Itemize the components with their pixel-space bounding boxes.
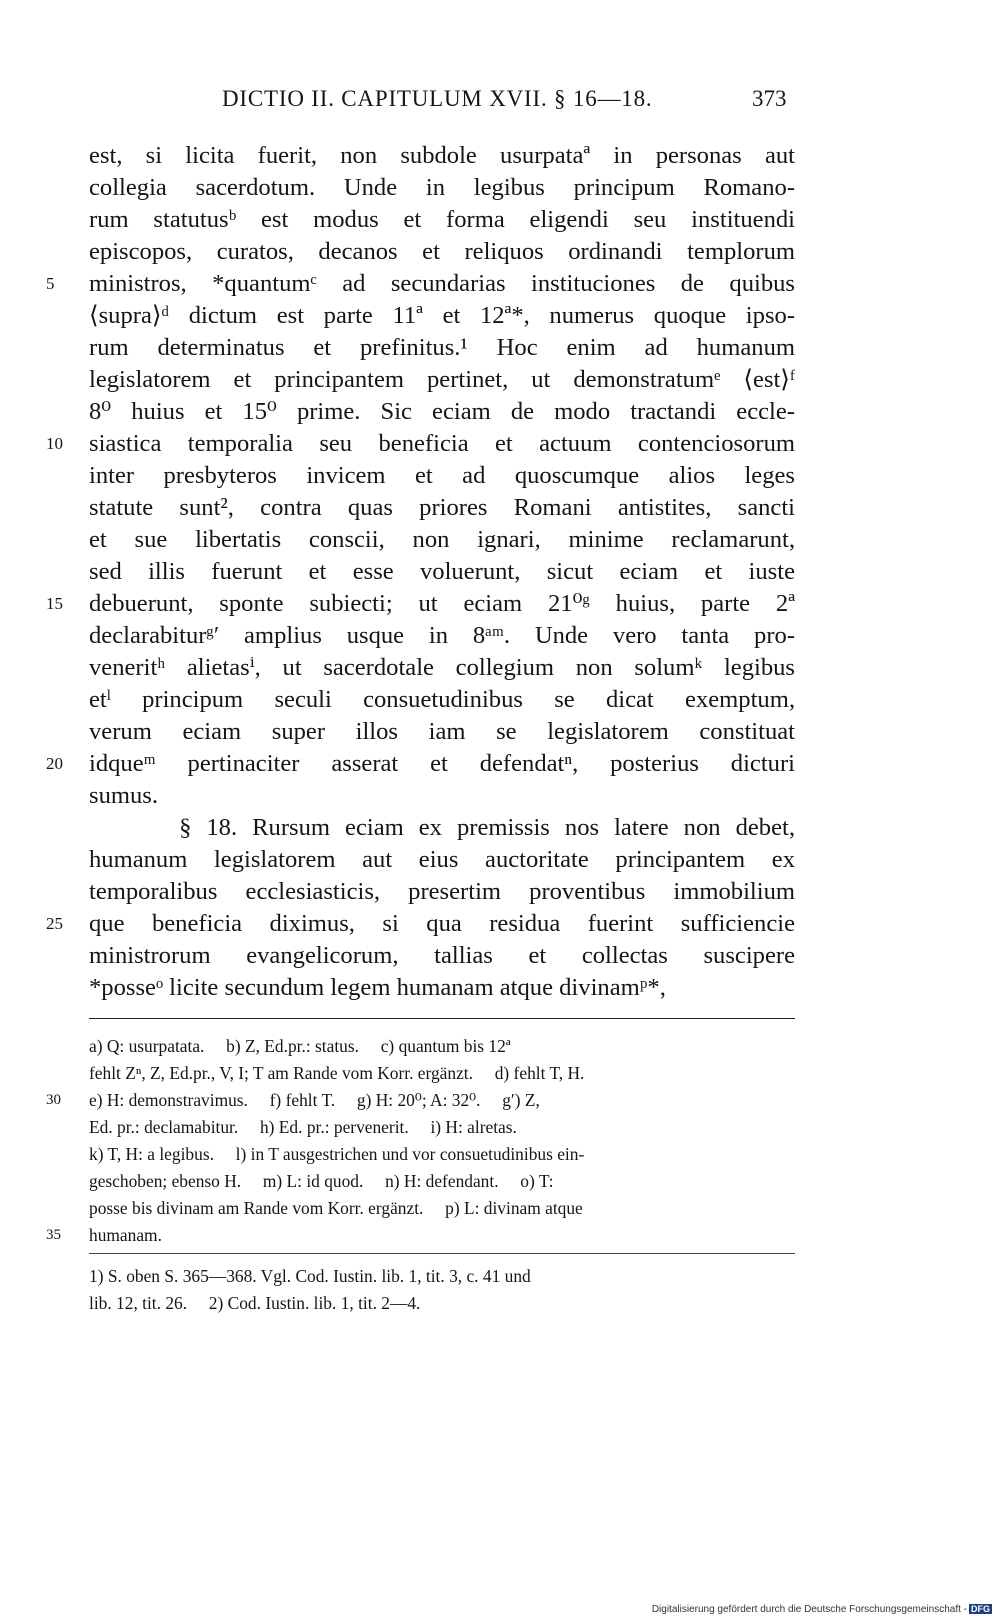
body-line: etˡ principum seculi consuetudinibus se dicat exemptum, bbox=[89, 686, 795, 713]
apparatus-line: a) Q: usurpatata. b) Z, Ed.pr.: status. c) quantum bis 12ª bbox=[89, 1036, 511, 1056]
body-line: idqueᵐ pertinaciter asserat et defendatⁿ, posterius dicturi bbox=[89, 750, 795, 777]
body-line: collegia sacerdotum. Unde in legibus principum Romano- bbox=[89, 174, 795, 201]
body-line: inter presbyteros invicem et ad quoscumque alios leges bbox=[89, 462, 795, 489]
body-line: temporalibus ecclesiasticis, presertim proventibus immobilium bbox=[89, 878, 795, 905]
body-line: humanum legislatorem aut eius auctoritate principantem ex bbox=[89, 846, 795, 873]
body-line: statute sunt², contra quas priores Romani antistites, sancti bbox=[89, 494, 795, 521]
body-line-number: 25 bbox=[46, 914, 63, 933]
apparatus-line-number: 30 bbox=[46, 1092, 61, 1108]
body-line: legislatorem et principantem pertinet, ut demonstratumᵉ ⟨est⟩ᶠ bbox=[89, 366, 795, 393]
apparatus-rule bbox=[89, 1018, 795, 1019]
body-line-number: 20 bbox=[46, 754, 63, 773]
body-line: siastica temporalia seu beneficia et actuum contenciosorum bbox=[89, 430, 795, 457]
body-line: veneritʰ alietasⁱ, ut sacerdotale collegium non solumᵏ legibus bbox=[89, 654, 795, 681]
apparatus-line: Ed. pr.: declamabitur. h) Ed. pr.: pervenerit. i) H: alretas. bbox=[89, 1117, 517, 1137]
body-line: et sue libertatis conscii, non ignari, minime reclamarunt, bbox=[89, 526, 795, 553]
body-line: ministros, *quantumᶜ ad secundarias instituciones de quibus bbox=[89, 270, 795, 297]
body-line: sed illis fuerunt et esse voluerunt, sicut eciam et iuste bbox=[89, 558, 795, 585]
footnote-line: lib. 12, tit. 26. 2) Cod. Iustin. lib. 1, tit. 2—4. bbox=[89, 1293, 421, 1313]
body-line: rum determinatus et prefinitus.¹ Hoc enim ad humanum bbox=[89, 334, 795, 361]
apparatus-line: humanam. bbox=[89, 1225, 162, 1245]
body-line: *posseᵒ licite secundum legem humanam atque divinamᵖ*, bbox=[89, 974, 666, 1001]
apparatus-line: geschoben; ebenso H. m) L: id quod. n) H: defendant. o) T: bbox=[89, 1171, 554, 1191]
body-line: ⟨supra⟩ᵈ dictum est parte 11ª et 12ª*, numerus quoque ipso- bbox=[89, 302, 795, 329]
apparatus-line-number: 35 bbox=[46, 1227, 61, 1243]
body-line-number: 15 bbox=[46, 594, 63, 613]
running-header bbox=[0, 86, 1000, 126]
body-line: que beneficia diximus, si qua residua fuerint sufficiencie bbox=[89, 910, 795, 937]
body-line-number: 10 bbox=[46, 434, 63, 453]
footnote-line: 1) S. oben S. 365—368. Vgl. Cod. Iustin. lib. 1, tit. 3, c. 41 und bbox=[89, 1266, 531, 1286]
credit-text: Digitalisierung gefördert durch die Deutsche Forschungsgemeinschaft - bbox=[651, 1604, 967, 1615]
dfg-logo: DFG bbox=[971, 1604, 990, 1614]
body-line: declarabiturᵍ′ amplius usque in 8ᵃᵐ. Unde vero tanta pro- bbox=[89, 622, 795, 649]
body-line-number: 5 bbox=[46, 274, 55, 293]
body-line: 8⁰ huius et 15⁰ prime. Sic eciam de modo tractandi eccle- bbox=[89, 398, 795, 425]
running-title: DICTIO II. CAPITULUM XVII. § 16—18. bbox=[222, 86, 653, 111]
body-line: est, si licita fuerit, non subdole usurpataª in personas aut bbox=[89, 142, 795, 169]
digitization-credit bbox=[652, 1604, 992, 1615]
body-line: ministrorum evangelicorum, tallias et collectas suscipere bbox=[89, 942, 795, 969]
body-line: debuerunt, sponte subiecti; ut eciam 21⁰ᵍ huius, parte 2ª bbox=[89, 590, 795, 617]
apparatus-line: posse bis divinam am Rande vom Korr. ergänzt. p) L: divinam atque bbox=[89, 1198, 583, 1218]
page-number: 373 bbox=[752, 86, 787, 111]
body-line: verum eciam super illos iam se legislatorem constituat bbox=[89, 718, 795, 745]
apparatus-line: k) T, H: a legibus. l) in T ausgestrichen und vor consuetudinibus ein- bbox=[89, 1144, 585, 1164]
body-line: § 18. Rursum eciam ex premissis nos latere non debet, bbox=[89, 814, 795, 841]
apparatus-line: fehlt Zⁿ, Z, Ed.pr., V, I; T am Rande vom Korr. ergänzt. d) fehlt T, H. bbox=[89, 1063, 585, 1083]
footnote-rule bbox=[89, 1253, 795, 1254]
body-line: sumus. bbox=[89, 782, 159, 809]
body-line: episcopos, curatos, decanos et reliquos ordinandi templorum bbox=[89, 238, 795, 265]
apparatus-line: e) H: demonstravimus. f) fehlt T. g) H: 20⁰; A: 32⁰. g′) Z, bbox=[89, 1090, 540, 1110]
body-line: rum statutusᵇ est modus et forma eligendi seu instituendi bbox=[89, 206, 795, 233]
